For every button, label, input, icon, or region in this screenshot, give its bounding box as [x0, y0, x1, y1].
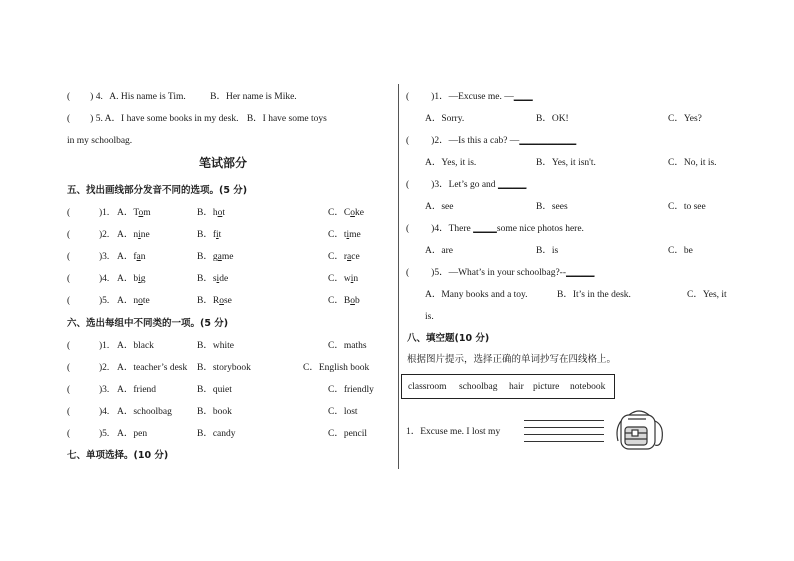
answer-bracket: (: [67, 429, 71, 439]
option-a: A．big: [117, 274, 146, 284]
option-c: C．race: [328, 252, 360, 262]
option-a: A．schoolbag: [117, 407, 172, 417]
question-number: )3.: [99, 385, 110, 395]
section-7-title: 七、单项选择。(10 分): [67, 450, 169, 461]
answer-bracket: (: [67, 208, 71, 218]
option-a: A．note: [117, 296, 150, 306]
option-c: C．lost: [328, 407, 358, 417]
option-b: B．Rose: [197, 296, 232, 306]
option-c: C．friendly: [328, 385, 374, 395]
mc-question-5-continued: is.: [425, 312, 434, 322]
grid-line: [524, 420, 604, 421]
grid-line: [524, 434, 604, 435]
option-c: C．Bob: [328, 296, 360, 306]
question-number: )5.: [99, 429, 110, 439]
option-a: A．Tom: [117, 208, 151, 218]
option-b: B．candy: [197, 429, 236, 439]
mc-question-5: ( )5．—What’s in your schoolbag?--______: [406, 268, 595, 278]
option-c: C．time: [328, 230, 361, 240]
section-8-instruction: 根据图片提示，选择正确的单词抄写在四线格上。: [407, 354, 617, 365]
section-5-title: 五、找出画线部分发音不同的选项。(5 分): [67, 185, 248, 196]
question-number: )4.: [99, 274, 110, 284]
option-a: A．teacher’s desk: [117, 363, 188, 373]
question-5: ( ) 5. A．I have some books in my desk. B．I have some toys: [67, 114, 327, 124]
answer-bracket: (: [67, 230, 71, 240]
option-b: B．quiet: [197, 385, 232, 395]
question-number: )5.: [99, 296, 110, 306]
question-number: )1.: [99, 208, 110, 218]
section-8-title: 八、填空题(10 分): [407, 333, 490, 344]
mc-question-4: ( )4．There _____some nice photos here.: [406, 224, 584, 234]
option-a: A．friend: [117, 385, 157, 395]
option-b: B．white: [197, 341, 234, 351]
option-c: C．Coke: [328, 208, 364, 218]
word-bank-item: notebook: [570, 382, 606, 392]
schoolbag-icon: [612, 409, 666, 454]
word-bank-item: hair: [509, 382, 524, 392]
answer-bracket: (: [67, 363, 71, 373]
question-number: )2.: [99, 363, 110, 373]
column-divider: [398, 84, 399, 469]
option-a: A．black: [117, 341, 154, 351]
option-c: C．maths: [328, 341, 367, 351]
answer-bracket: (: [67, 407, 71, 417]
word-bank: [401, 374, 615, 399]
option-b: B．storybook: [197, 363, 251, 373]
grid-line: [524, 441, 604, 442]
answer-bracket: (: [67, 341, 71, 351]
option-b: B．fit: [197, 230, 222, 240]
fill-question-1: 1．Excuse me. I lost my: [406, 427, 501, 437]
word-bank-item: picture: [533, 382, 560, 392]
word-bank-item: classroom: [408, 382, 447, 392]
answer-bracket: (: [67, 274, 71, 284]
question-4: ( ) 4. A. His name is Tim. B．Her name is Mike.: [67, 92, 297, 102]
written-section-title: 笔试部分: [199, 156, 248, 170]
answer-bracket: (: [67, 385, 71, 395]
answer-bracket: (: [67, 296, 71, 306]
option-b: B．game: [197, 252, 234, 262]
option-c: C．pencil: [328, 429, 368, 439]
option-c: C．English book: [303, 363, 370, 373]
option-c: C．win: [328, 274, 359, 284]
word-bank-item: schoolbag: [459, 382, 498, 392]
option-a: A．nine: [117, 230, 150, 240]
mc-question-1: ( )1．—Excuse me. —____: [406, 92, 533, 102]
question-5-continued: in my schoolbag.: [67, 136, 133, 146]
mc-question-2: ( )2．—Is this a cab? —____________: [406, 136, 577, 146]
question-number: )4.: [99, 407, 110, 417]
answer-bracket: (: [67, 252, 71, 262]
option-a: A．pen: [117, 429, 148, 439]
grid-line: [524, 427, 604, 428]
option-b: B．side: [197, 274, 229, 284]
option-a: A．fan: [117, 252, 146, 262]
question-number: )1.: [99, 341, 110, 351]
section-6-title: 六、选出每组中不同类的一项。(5 分): [67, 318, 229, 329]
question-number: )3.: [99, 252, 110, 262]
mc-question-3: ( )3．Let’s go and ______: [406, 180, 527, 190]
question-number: )2.: [99, 230, 110, 240]
option-b: B．hot: [197, 208, 225, 218]
option-b: B．book: [197, 407, 232, 417]
